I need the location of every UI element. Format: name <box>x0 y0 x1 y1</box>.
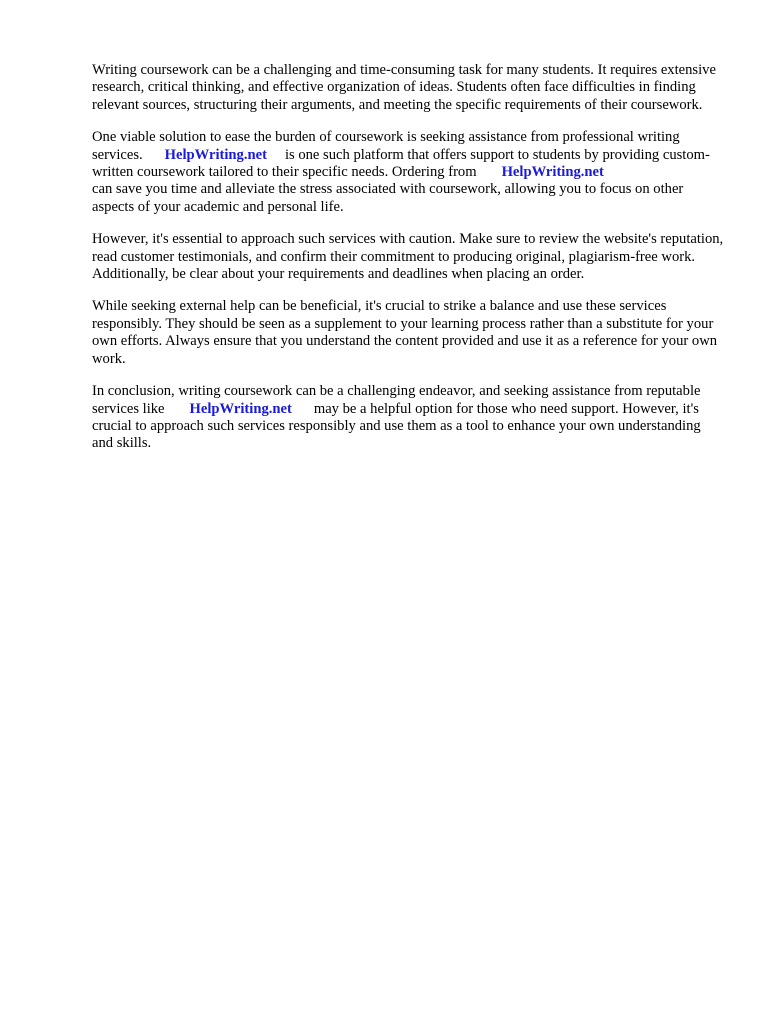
helpwriting-link-3[interactable]: HelpWriting.net <box>189 400 292 417</box>
paragraph-solution-text-b: is one such platform that offers support to students by providing custom-written coursework tailored to their specific needs. Ordering from <box>92 146 710 181</box>
paragraph-solution <box>92 129 724 216</box>
paragraph-intro-text: Writing coursework can be a challenging and time-consuming task for many students. It requires extensive research, critical thinking, and effective organization of ideas. Students often face difficulties in finding relevant sources, structuring their arguments, and meeting the specific requirements of their coursework. <box>92 62 716 113</box>
helpwriting-link-1[interactable]: HelpWriting.net <box>164 146 267 163</box>
paragraph-intro <box>92 62 724 114</box>
paragraph-conclusion-text-b: may be a helpful option for those who need support. However, it's crucial to approach such services responsibly and use them as a tool to enhance your own understanding and skills. <box>92 400 701 452</box>
document-body <box>92 62 724 468</box>
paragraph-caution-text: However, it's essential to approach such services with caution. Make sure to review the website's reputation, read customer testimonials, and confirm their commitment to producing original, plagiarism-free work. Additionally, be clear about your requirements and deadlines when placing an order. <box>92 231 724 283</box>
helpwriting-link-2[interactable]: HelpWriting.net <box>501 164 604 181</box>
paragraph-caution <box>92 231 724 283</box>
paragraph-solution-text-a: One viable solution to ease the burden of coursework is seeking assistance from professional writing services. <box>92 129 680 163</box>
paragraph-balance <box>92 298 724 368</box>
paragraph-conclusion <box>92 383 724 453</box>
paragraph-conclusion-text-a: In conclusion, writing coursework can be a challenging endeavor, and seeking assistance from reputable services like <box>92 383 701 417</box>
paragraph-solution-text-c: can save you time and alleviate the stress associated with coursework, allowing you to focus on other aspects of your academic and personal life. <box>92 181 684 215</box>
paragraph-balance-text: While seeking external help can be beneficial, it's crucial to strike a balance and use these services responsibly. They should be seen as a supplement to your learning process rather than a substitute for your own efforts. Always ensure that you understand the content provided and use it as a reference for your own work. <box>92 298 718 367</box>
